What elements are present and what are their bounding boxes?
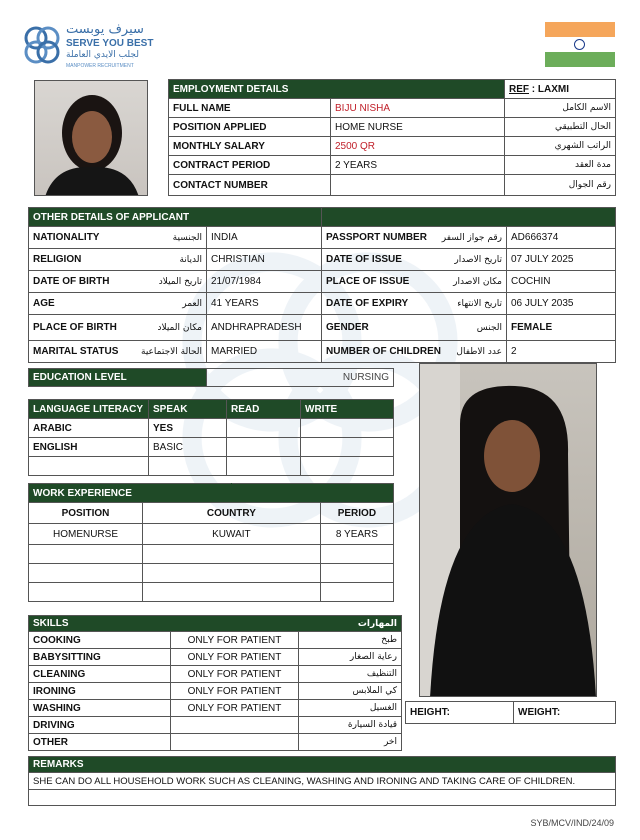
marital-ar: الحالة الاجتماعية <box>141 346 202 357</box>
other-row <box>29 341 616 363</box>
skill-label: IRONING <box>29 683 171 700</box>
skill-label: CLEANING <box>29 666 171 683</box>
birth-place-value: ANDHRAPRADESH <box>207 315 322 341</box>
religion-value: CHRISTIAN <box>207 249 322 271</box>
table-row <box>29 564 394 583</box>
skill-ar: قيادة السيارة <box>299 717 402 734</box>
work-experience-table <box>28 483 394 602</box>
table-row <box>29 419 394 438</box>
other-row <box>29 293 616 315</box>
skill-value: ONLY FOR PATIENT <box>171 649 299 666</box>
company-name-ar: سيرف يوبست <box>66 22 144 37</box>
other-row <box>29 271 616 293</box>
contact-label: CONTACT NUMBER <box>169 175 331 196</box>
age-value: 41 YEARS <box>207 293 322 315</box>
age-label: AGE <box>33 298 55 309</box>
gender-label: GENDER <box>326 322 369 333</box>
lang-write <box>301 438 394 457</box>
education-value: NURSING <box>207 369 394 387</box>
religion-ar: الديانة <box>179 254 202 265</box>
other-details-table <box>28 207 616 363</box>
table-row <box>29 717 402 734</box>
lang-name: ENGLISH <box>29 438 149 457</box>
other-header: OTHER DETAILS OF APPLICANT <box>29 208 322 227</box>
issue-place-ar: مكان الاصدار <box>453 276 502 287</box>
contact-ar: رقم الجوال <box>505 175 616 196</box>
ashoka-chakra-icon <box>574 39 585 50</box>
skill-ar: طبخ <box>299 632 402 649</box>
company-tagline-en: MANPOWER RECRUITMENT <box>66 63 134 69</box>
work-col-country: COUNTRY <box>143 503 321 524</box>
education-label: EDUCATION LEVEL <box>29 369 207 387</box>
birth-place-ar: مكان الميلاد <box>157 322 202 333</box>
india-flag <box>545 22 615 67</box>
full-name-ar: الاسم الكامل <box>505 99 616 118</box>
marital-value: MARRIED <box>207 341 322 363</box>
issue-date-label: DATE OF ISSUE <box>326 254 402 265</box>
marital-label: MARITAL STATUS <box>33 346 119 357</box>
age-ar: العمر <box>182 298 202 309</box>
skill-value <box>171 717 299 734</box>
salary-value: 2500 QR <box>331 137 505 156</box>
work-country: KUWAIT <box>143 524 321 545</box>
expiry-value: 06 JULY 2035 <box>507 293 616 315</box>
lang-speak <box>149 457 227 476</box>
work-header-right <box>231 484 393 503</box>
other-header-right <box>322 208 616 227</box>
table-row <box>29 545 394 564</box>
expiry-label: DATE OF EXPIRY <box>326 298 409 309</box>
company-tagline-ar: لجلب الايدي العاملة <box>66 50 139 60</box>
remarks-table <box>28 756 616 806</box>
nationality-value: INDIA <box>207 227 322 249</box>
employment-header: EMPLOYMENT DETAILS <box>169 80 505 99</box>
lang-read <box>227 419 301 438</box>
gender-value: FEMALE <box>507 315 616 341</box>
lang-name <box>29 457 149 476</box>
logo-mark-icon <box>22 24 62 68</box>
other-row <box>29 315 616 341</box>
education-table <box>28 368 394 387</box>
position-row <box>169 118 616 137</box>
full-name-row <box>169 99 616 118</box>
applicant-photo-full <box>419 363 597 697</box>
contact-value <box>331 175 505 196</box>
work-col-period: PERIOD <box>320 503 393 524</box>
passport-label: PASSPORT NUMBER <box>326 232 427 243</box>
contract-ar: مدة العقد <box>505 156 616 175</box>
passport-value: AD666374 <box>507 227 616 249</box>
remarks-blank <box>29 790 616 806</box>
table-row <box>29 700 402 717</box>
lang-header-speak: SPEAK <box>149 400 227 419</box>
height-weight-table <box>405 701 616 724</box>
issue-date-ar: تاريخ الاصدار <box>454 254 502 265</box>
skill-label: WASHING <box>29 700 171 717</box>
issue-place-label: PLACE OF ISSUE <box>326 276 410 287</box>
lang-name: ARABIC <box>29 419 149 438</box>
ref-cell: REF : LAXMI <box>505 80 616 99</box>
nationality-label: NATIONALITY <box>33 232 100 243</box>
expiry-ar: تاريخ الانتهاء <box>457 298 502 309</box>
lang-read <box>227 438 301 457</box>
skill-label: BABYSITTING <box>29 649 171 666</box>
children-value: 2 <box>507 341 616 363</box>
applicant-photo-small <box>34 80 148 196</box>
table-row <box>29 632 402 649</box>
skill-ar: الغسيل <box>299 700 402 717</box>
salary-ar: الراتب الشهري <box>505 137 616 156</box>
skill-label: COOKING <box>29 632 171 649</box>
skill-value <box>171 734 299 751</box>
skill-ar: رعاية الصغار <box>299 649 402 666</box>
skills-header: SKILLS <box>29 616 299 632</box>
salary-row <box>169 137 616 156</box>
height-label: HEIGHT: <box>406 702 514 724</box>
contact-row <box>169 175 616 196</box>
skill-value: ONLY FOR PATIENT <box>171 700 299 717</box>
lang-write <box>301 457 394 476</box>
table-row <box>29 683 402 700</box>
other-row <box>29 227 616 249</box>
gender-ar: الجنس <box>476 322 502 333</box>
company-logo <box>22 24 172 72</box>
skills-table <box>28 615 402 751</box>
lang-header-literacy: LANGUAGE LITERACY <box>29 400 149 419</box>
skill-label: DRIVING <box>29 717 171 734</box>
skill-ar: اخر <box>299 734 402 751</box>
table-row <box>29 583 394 602</box>
position-label: POSITION APPLIED <box>169 118 331 137</box>
weight-label: WEIGHT: <box>514 702 616 724</box>
dob-value: 21/07/1984 <box>207 271 322 293</box>
issue-date-value: 07 JULY 2025 <box>507 249 616 271</box>
skill-label: OTHER <box>29 734 171 751</box>
remarks-text: SHE CAN DO ALL HOUSEHOLD WORK SUCH AS CLEANING, WASHING AND IRONING AND TAKING CARE OF CHILDREN. <box>29 773 616 790</box>
nationality-ar: الجنسية <box>172 232 202 243</box>
table-row <box>29 666 402 683</box>
lang-header-write: WRITE <box>301 400 394 419</box>
religion-label: RELIGION <box>33 254 82 265</box>
contract-row <box>169 156 616 175</box>
contract-label: CONTRACT PERIOD <box>169 156 331 175</box>
dob-ar: تاريخ الميلاد <box>158 276 202 287</box>
remarks-header: REMARKS <box>29 757 616 773</box>
work-period: 8 YEARS <box>320 524 393 545</box>
company-name-en: SERVE YOU BEST <box>66 38 154 49</box>
skills-header-ar: المهارات <box>299 616 402 632</box>
lang-write <box>301 419 394 438</box>
contract-value: 2 YEARS <box>331 156 505 175</box>
table-row <box>29 734 402 751</box>
table-row <box>29 438 394 457</box>
table-row <box>29 649 402 666</box>
dob-label: DATE OF BIRTH <box>33 276 110 287</box>
passport-ar: رقم جواز السفر <box>441 232 502 243</box>
employment-details-table <box>168 79 616 196</box>
ref-label: REF <box>509 83 529 95</box>
skill-ar: التنظيف <box>299 666 402 683</box>
language-table <box>28 399 394 476</box>
work-col-position: POSITION <box>29 503 143 524</box>
salary-label: MONTHLY SALARY <box>169 137 331 156</box>
lang-speak: BASIC <box>149 438 227 457</box>
position-value: HOME NURSE <box>331 118 505 137</box>
skill-value: ONLY FOR PATIENT <box>171 683 299 700</box>
skill-ar: كي الملابس <box>299 683 402 700</box>
issue-place-value: COCHIN <box>507 271 616 293</box>
full-name-label: FULL NAME <box>169 99 331 118</box>
skill-value: ONLY FOR PATIENT <box>171 666 299 683</box>
skill-value: ONLY FOR PATIENT <box>171 632 299 649</box>
lang-read <box>227 457 301 476</box>
lang-header-read: READ <box>227 400 301 419</box>
full-name-value: BIJU NISHA <box>331 99 505 118</box>
position-ar: الحال التطبيقي <box>505 118 616 137</box>
ref-value: LAXMI <box>537 83 569 95</box>
table-row <box>29 457 394 476</box>
work-header: WORK EXPERIENCE <box>29 484 232 503</box>
other-row <box>29 249 616 271</box>
table-row <box>29 524 394 545</box>
children-ar: عدد الاطفال <box>456 346 502 357</box>
birth-place-label: PLACE OF BIRTH <box>33 322 117 333</box>
lang-speak: YES <box>149 419 227 438</box>
document-code: SYB/MCV/IND/24/09 <box>530 818 614 828</box>
children-label: NUMBER OF CHILDREN <box>326 346 441 357</box>
work-position: HOMENURSE <box>29 524 143 545</box>
